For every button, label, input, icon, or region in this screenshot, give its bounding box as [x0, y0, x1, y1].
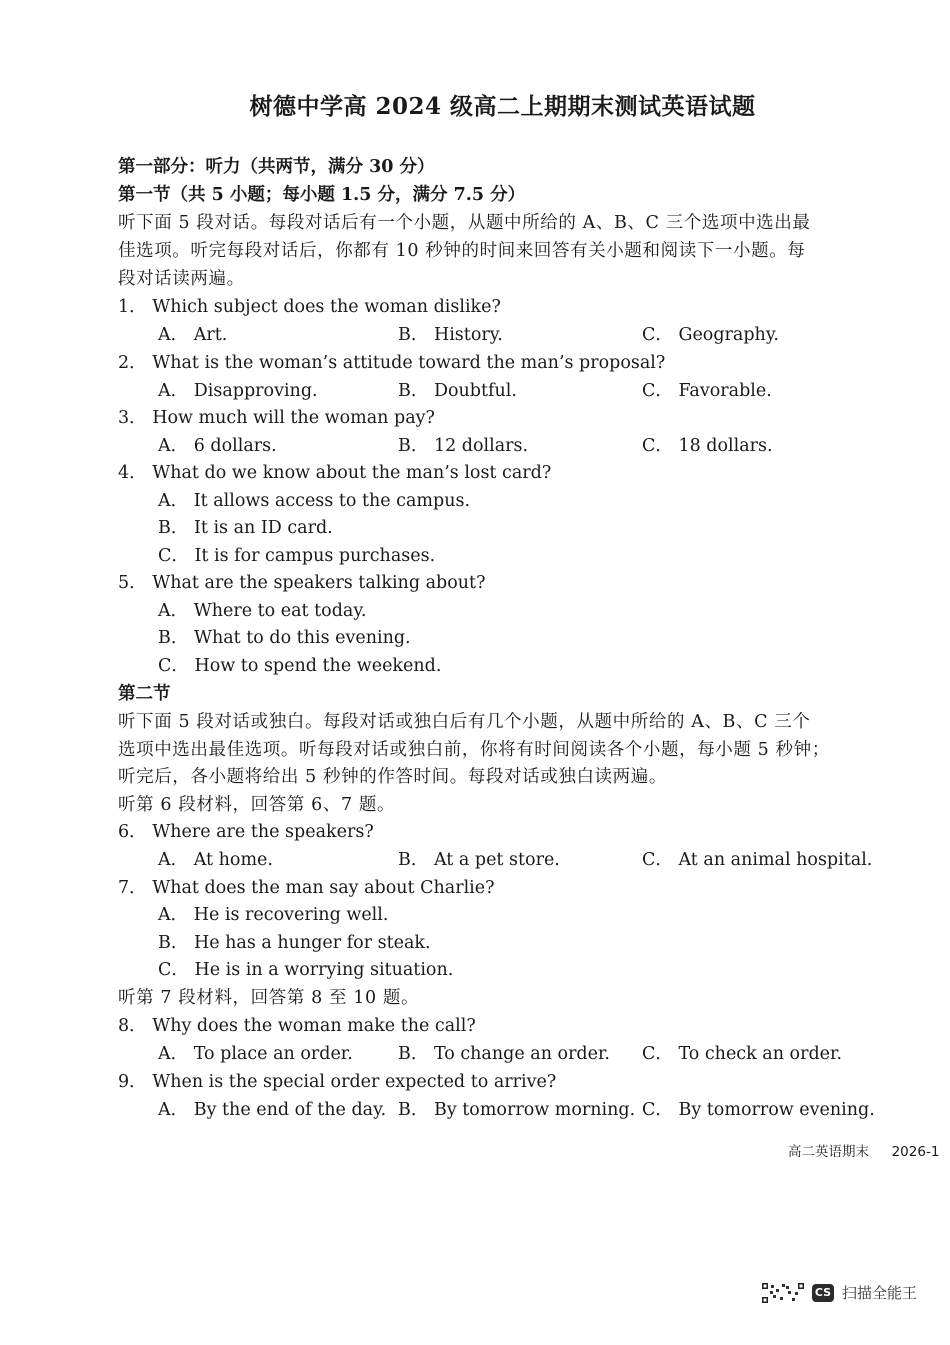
option-letter: C．: [642, 381, 673, 401]
option-9b: [398, 1096, 635, 1121]
option-letter: B．: [398, 325, 429, 345]
qr-code-icon: [762, 1283, 804, 1303]
question-5: [118, 569, 485, 594]
option-letter: A．: [158, 850, 189, 870]
question-1: [118, 293, 501, 318]
option-2b: [398, 377, 517, 402]
question-text: When is the special order expected to arrive?: [152, 1072, 557, 1092]
option-text: What to do this evening.: [193, 628, 411, 648]
option-letter: C．: [642, 1100, 673, 1120]
option-letter: C．: [642, 436, 673, 456]
question-number: 1．: [118, 297, 147, 317]
material-7-instruction: 听第 7 段材料，回答第 8 至 10 题。: [118, 988, 420, 1008]
option-9c: [642, 1096, 875, 1121]
question-text: What is the woman’s attitude toward the man’s proposal?: [152, 353, 666, 373]
camscanner-logo-icon: CS: [812, 1284, 834, 1302]
option-letter: A．: [158, 1044, 189, 1064]
option-letter: C．: [158, 656, 189, 676]
section1-heading: 第一节（共 5 小题；每小题 1.5 分，满分 7.5 分）: [118, 185, 526, 205]
option-4c: [158, 542, 435, 567]
option-text: By tomorrow evening.: [678, 1100, 875, 1120]
option-letter: C．: [158, 546, 189, 566]
option-text: 6 dollars.: [193, 436, 277, 456]
option-3c: [642, 432, 773, 457]
option-letter: C．: [642, 850, 673, 870]
option-text: Art.: [193, 325, 228, 345]
option-letter: A．: [158, 491, 189, 511]
option-letter: B．: [398, 1100, 429, 1120]
option-text: By tomorrow morning.: [433, 1100, 636, 1120]
section2-instruction-line: 听下面 5 段对话或独白。每段对话或独白后有几个小题，从题中所给的 A、B、C 三个: [118, 712, 811, 732]
question-number: 7．: [118, 878, 147, 898]
option-letter: B．: [398, 381, 429, 401]
material-6-instruction: 听第 6 段材料，回答第 6、7 题。: [118, 795, 396, 815]
option-text: At a pet store.: [433, 850, 560, 870]
option-text: He is in a worrying situation.: [194, 960, 454, 980]
section2-instruction-line: 选项中选出最佳选项。听每段对话或独白前，你将有时间阅读各个小题，每小题 5 秒钟；: [118, 740, 830, 760]
option-text: At an animal hospital.: [678, 850, 873, 870]
question-text: How much will the woman pay?: [152, 408, 435, 428]
question-number: 5．: [118, 573, 147, 593]
question-text: What does the man say about Charlie?: [152, 878, 495, 898]
option-2c: [642, 377, 772, 402]
option-letter: A．: [158, 381, 189, 401]
question-2: [118, 349, 665, 374]
option-letter: A．: [158, 1100, 189, 1120]
footer-label: 高二英语期末: [788, 1144, 869, 1160]
page-footer: [788, 1140, 939, 1160]
option-7b: [158, 929, 431, 954]
option-letter: C．: [158, 960, 189, 980]
option-text: It is for campus purchases.: [194, 546, 436, 566]
option-text: 12 dollars.: [433, 436, 529, 456]
option-text: At home.: [193, 850, 273, 870]
question-9: [118, 1068, 556, 1093]
option-6b: [398, 846, 560, 871]
option-letter: C．: [642, 1044, 673, 1064]
option-text: By the end of the day.: [193, 1100, 387, 1120]
option-letter: B．: [398, 1044, 429, 1064]
question-7: [118, 874, 495, 899]
question-8: [118, 1012, 476, 1037]
question-text: What are the speakers talking about?: [152, 573, 486, 593]
footer-code: 2026-1: [891, 1144, 940, 1160]
question-number: 8．: [118, 1016, 147, 1036]
option-text: To place an order.: [193, 1044, 353, 1064]
question-6: [118, 818, 374, 843]
part1-heading: 第一部分：听力（共两节，满分 30 分）: [118, 157, 435, 177]
question-number: 4．: [118, 463, 147, 483]
question-text: Where are the speakers?: [152, 822, 374, 842]
section1-instruction-line: 段对话读两遍。: [118, 269, 245, 289]
option-text: Where to eat today.: [193, 601, 367, 621]
option-2a: [158, 377, 318, 402]
option-9a: [158, 1096, 386, 1121]
option-text: History.: [433, 325, 503, 345]
option-1b: [398, 321, 503, 346]
option-letter: A．: [158, 325, 189, 345]
option-7c: [158, 956, 453, 981]
question-4: [118, 459, 551, 484]
exam-title: 树德中学高 2024 级高二上期期末测试英语试题: [249, 93, 756, 120]
option-text: Disapproving.: [193, 381, 318, 401]
section1-instruction-line: 听下面 5 段对话。每段对话后有一个小题，从题中所给的 A、B、C 三个选项中选出最: [118, 213, 811, 233]
question-number: 6．: [118, 822, 147, 842]
option-letter: C．: [642, 325, 673, 345]
option-5b: [158, 624, 411, 649]
option-1a: [158, 321, 227, 346]
option-4a: [158, 487, 470, 512]
option-8c: [642, 1040, 842, 1065]
option-text: To check an order.: [678, 1044, 843, 1064]
option-letter: A．: [158, 905, 189, 925]
option-text: Geography.: [678, 325, 779, 345]
option-text: Doubtful.: [433, 381, 517, 401]
option-6c: [642, 846, 872, 871]
option-letter: A．: [158, 601, 189, 621]
question-number: 3．: [118, 408, 147, 428]
question-text: Which subject does the woman dislike?: [152, 297, 501, 317]
option-3b: [398, 432, 528, 457]
option-text: He has a hunger for steak.: [193, 933, 431, 953]
question-number: 9．: [118, 1072, 147, 1092]
question-text: Why does the woman make the call?: [152, 1016, 476, 1036]
question-text: What do we know about the man’s lost card?: [152, 463, 552, 483]
option-text: It allows access to the campus.: [193, 491, 471, 511]
option-letter: B．: [158, 933, 189, 953]
option-letter: B．: [158, 518, 189, 538]
section2-instruction-line: 听完后，各小题将给出 5 秒钟的作答时间。每段对话或独白读两遍。: [118, 767, 667, 787]
option-6a: [158, 846, 273, 871]
question-3: [118, 404, 435, 429]
option-text: How to spend the weekend.: [194, 656, 442, 676]
scanner-text: 扫描全能王: [842, 1284, 918, 1302]
option-1c: [642, 321, 779, 346]
section1-instruction-line: 佳选项。听完每段对话后，你都有 10 秒钟的时间来回答有关小题和阅读下一小题。每: [118, 241, 806, 261]
option-text: To change an order.: [433, 1044, 610, 1064]
option-3a: [158, 432, 277, 457]
option-4b: [158, 514, 333, 539]
option-letter: B．: [398, 436, 429, 456]
option-letter: A．: [158, 436, 189, 456]
option-text: Favorable.: [678, 381, 772, 401]
option-7a: [158, 901, 388, 926]
option-text: He is recovering well.: [193, 905, 389, 925]
option-text: 18 dollars.: [678, 436, 773, 456]
option-letter: B．: [158, 628, 189, 648]
scanner-watermark: [762, 1282, 917, 1303]
option-8a: [158, 1040, 353, 1065]
option-5a: [158, 597, 366, 622]
option-letter: B．: [398, 850, 429, 870]
section2-heading: 第二节: [118, 684, 171, 704]
option-5c: [158, 652, 441, 677]
option-8b: [398, 1040, 610, 1065]
option-text: It is an ID card.: [193, 518, 333, 538]
question-number: 2．: [118, 353, 147, 373]
